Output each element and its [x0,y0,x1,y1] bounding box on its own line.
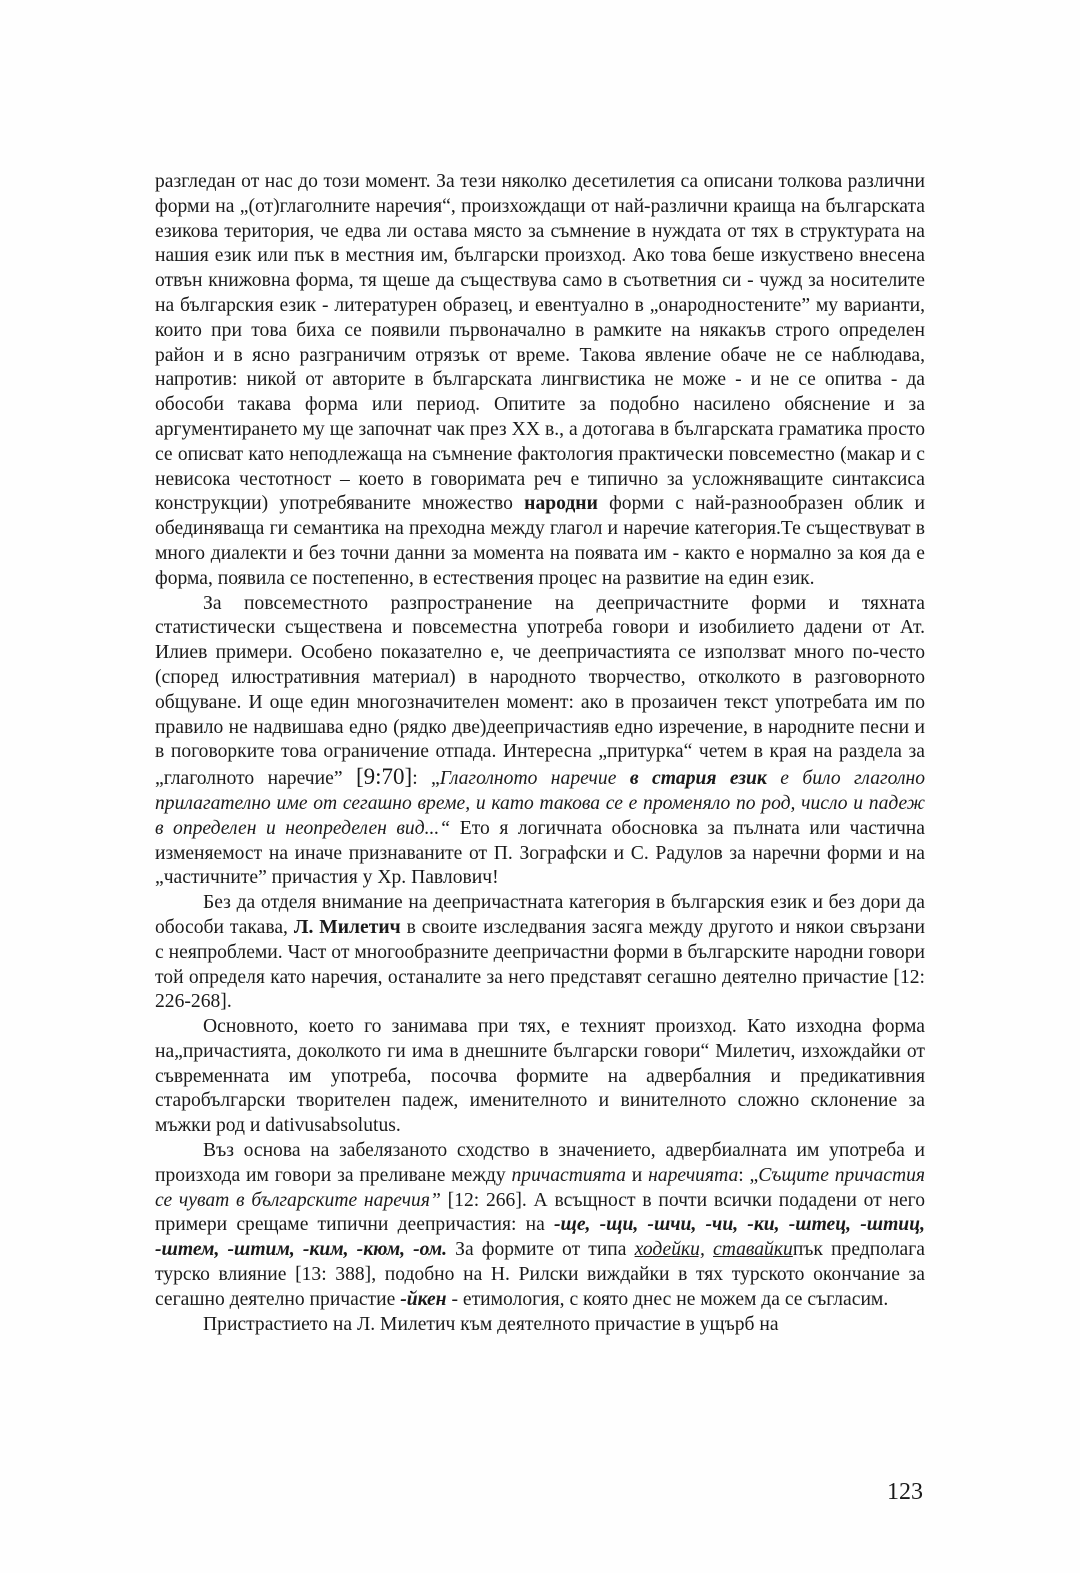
text-run: -ще, -щи, -шчи, -чи, -ки, -штец, -штиц, -штем, -штим, -ким, -кюм, -ом. [155,1214,926,1261]
paragraph-p1 [155,170,925,592]
text-run: Л. Милетич [293,916,401,938]
text-run: : „ [412,768,440,790]
text-run: народни [524,493,598,515]
page-number: 123 [887,1479,923,1505]
text-run: Глаголното наречие [439,768,630,790]
text-run [705,1239,713,1260]
text-run: причастията [511,1164,626,1186]
text-run: Въз основа на забелязаното сходство в значението, адвербиалната им употреба и произхода им говори за преливане между [155,1140,925,1186]
text-run: и [625,1164,649,1186]
text-run: е било глаголно прилагателно име от сегашно време, и като такова се е променяло по род, число и падеж в определен и неопределен вид...“ [155,768,926,839]
text-run: Ето я логичната обосновка за пълната или частична изменяемост на иначе признаваните от П. Зографски и С. Радулов за наречни форми и на „частичните” причастия у Хр. Павлович! [155,817,925,889]
text-run: Основното, което го занимава при тях, е техният произход. Като изходна форма на„причастията, доколкото ги има в днешните български говори“ Милетич, изхождайки от съвременната им употреба, посочва формите на адвербалния и предикативния старобългарски творителен падеж, именителното и винителното сложно склонение за мъжки род и dativusabsolutus. [155,1016,925,1137]
text-run: в стария език [629,768,767,790]
text-run: Същите причастия се чуват в българските наречия” [155,1164,926,1211]
text-run: форми с най-разнообразен облик и обединяваща ги семантика на преходна между глагол и наречие категория.Те съществуват в много диалекти и без точни данни за момента на появата им - както е нормално за коя да е форма, появила се постепенно, в естествения процес на развитие на един език. [155,493,925,589]
paragraph-p5 [155,1139,925,1313]
body-text [155,170,925,1337]
text-run: -йкен [400,1288,447,1310]
paragraph-p6 [155,1313,925,1338]
text-run: : „ [738,1164,759,1186]
text-run: пък предполага турско влияние [13: 388], подобно на Н. Рилски виждайки в тях турското окончание за сегашно деятелно причастие [155,1239,925,1310]
text-run: [9:70] [355,764,413,790]
text-run: Без да отделя внимание на деепричастната категория в българския език и без дори да обособи такава, [155,892,925,938]
text-run: - етимология, с която днес не можем да се съгласим. [446,1288,889,1310]
text-run: ставайки [713,1239,793,1261]
text-run: [12: 266]. А всъщност в почти всички подадени от него примери срещаме типични деепричастия: на [155,1189,925,1236]
text-run: разгледан от нас до този момент. За тези няколко десетилетия са описани толкова различни форми на „(от)глаголните наречия“, произхождащи от най-различни краища на българската езикова територия, че едва ли остава място за съмнение в нуждата от тях в структурата на нашия език или пък в местния им, български произход. Ако това беше изкуствено внесена отвън книжовна форма, тя щеше да съществува само в съответния си - чужд за носителите на българския език - литературен образец, и евентуално в „онародностените” му варианти, които при това биха се появили първоначално в рамките на някакъв строго определен район и в ясно разграничим отрязък от време. Такова явление обаче не се наблюдава, напротив: никой от авторите в българската лингвистика не може - и не се опитва - да обособи такава форма или период. Опитите за подобно насилено обяснение и за аргументирането му ще започнат чак през XX в., а дотогава в българската граматика просто се описват като неподлежаща на съмнение фактология практически повсеместно (макар и с невисока честотност – което в говоримата реч е типично за усложняващите синтаксиса конструкции) употребяваните множество [155,171,925,515]
text-run: За повсеместното разпространение на деепричастните форми и тяхната статистически съществена и повсеместна употреба говори и изобилието дадени от Ат. Илиев примери. Особено показателно е, че деепричастията се използват много по-често (според илюстративния материал) в народното творчество, отколкото в разговорното общуване. И още един многозначителен момент: ако в прозаичен текст употребата им по правило не надвишава едно (рядко две)деепричастияв едно изречение, в народните песни и в поговорките това ограничение отпада. Интересна „притурка“ четем в края на раздела за „глаголното наречие” [155,592,925,790]
text-run: наречията [648,1164,739,1186]
text-run: Пристрастието на Л. Милетич към деятелното причастие в ущърб на [203,1313,779,1335]
paragraph-p2 [155,592,925,892]
text-run: в своите изследвания засяга между другото и някои свързани с неяпроблеми. Част от многообразните деепричастни форми в българските народни говори той определя като наречия, останалите за него представят сегашно деятелно причастие [12: 226-268]. [155,916,925,1013]
text-run: ходейки, [634,1239,705,1261]
text-run: За формите от типа [447,1239,635,1261]
paragraph-p4 [155,1015,925,1139]
paragraph-p3 [155,891,925,1015]
